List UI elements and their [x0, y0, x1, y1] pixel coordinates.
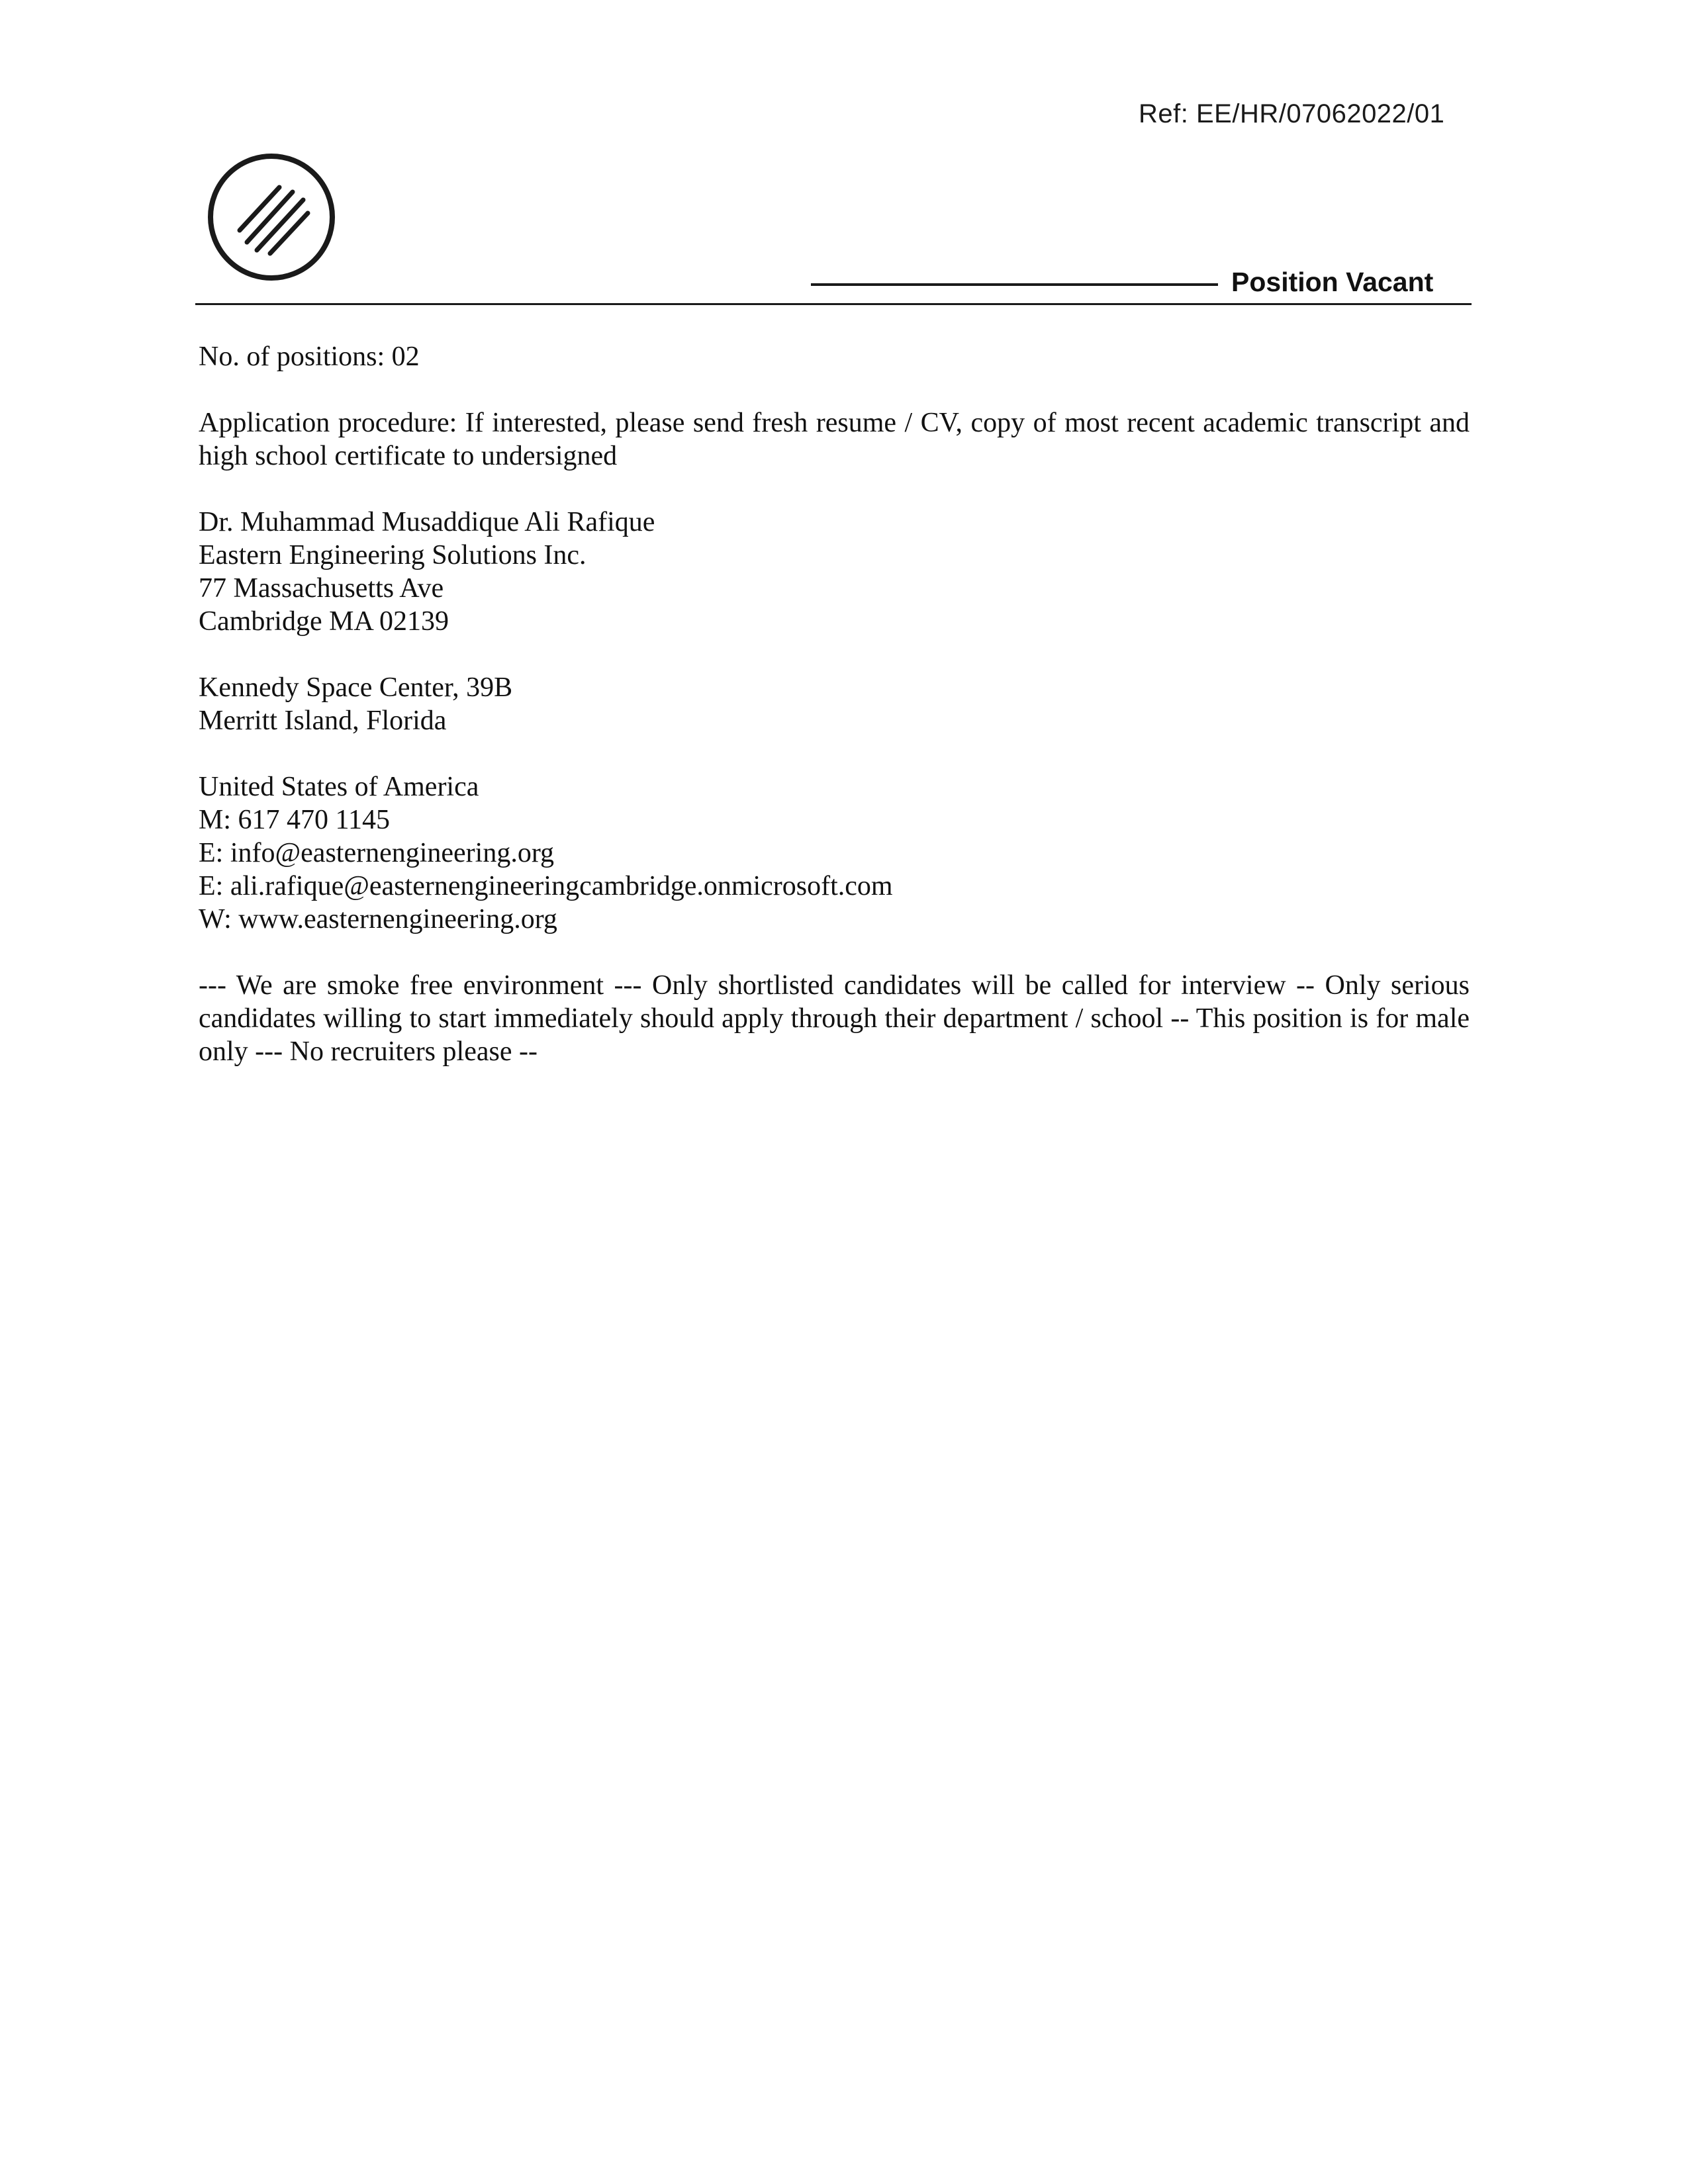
country: United States of America — [199, 772, 479, 802]
contact-details-block — [199, 770, 1470, 936]
contact-block — [199, 506, 1470, 638]
application-procedure: Application procedure: If interested, please send fresh resume / CV, copy of most recent academic transcript and high school certificate to undersigned — [199, 408, 1470, 471]
website: W: www.easternengineering.org — [199, 904, 557, 934]
company-logo — [205, 151, 338, 283]
positions-count — [199, 340, 1470, 373]
email-personal: E: ali.rafique@easternengineeringcambridge.onmicrosoft.com — [199, 871, 893, 901]
contact-city: Cambridge MA 02139 — [199, 606, 449, 637]
notes-paragraph: --- We are smoke free environment --- Only shortlisted candidates will be called for interview -- Only serious candidates willing to start immediately should apply through their department / school -- This position is for male only --- No recruiters please -- — [199, 970, 1470, 1067]
location-line-2: Merritt Island, Florida — [199, 705, 447, 736]
header-divider — [195, 303, 1472, 305]
email-info: E: info@easternengineering.org — [199, 838, 555, 868]
contact-name: Dr. Muhammad Musaddique Ali Rafique — [199, 507, 655, 537]
positions-text: No. of positions: 02 — [199, 341, 420, 372]
phone-number: M: 617 470 1145 — [199, 805, 390, 835]
reference-number: Ref: EE/HR/07062022/01 — [1139, 99, 1445, 128]
contact-street: 77 Massachusetts Ave — [199, 573, 444, 604]
heading-underline-divider — [811, 283, 1218, 286]
location-block — [199, 671, 1470, 737]
contact-company: Eastern Engineering Solutions Inc. — [199, 540, 586, 570]
location-line-1: Kennedy Space Center, 39B — [199, 672, 513, 703]
circle-diagonal-lines-logo-icon — [205, 151, 338, 283]
page-title: Position Vacant — [1231, 267, 1434, 297]
